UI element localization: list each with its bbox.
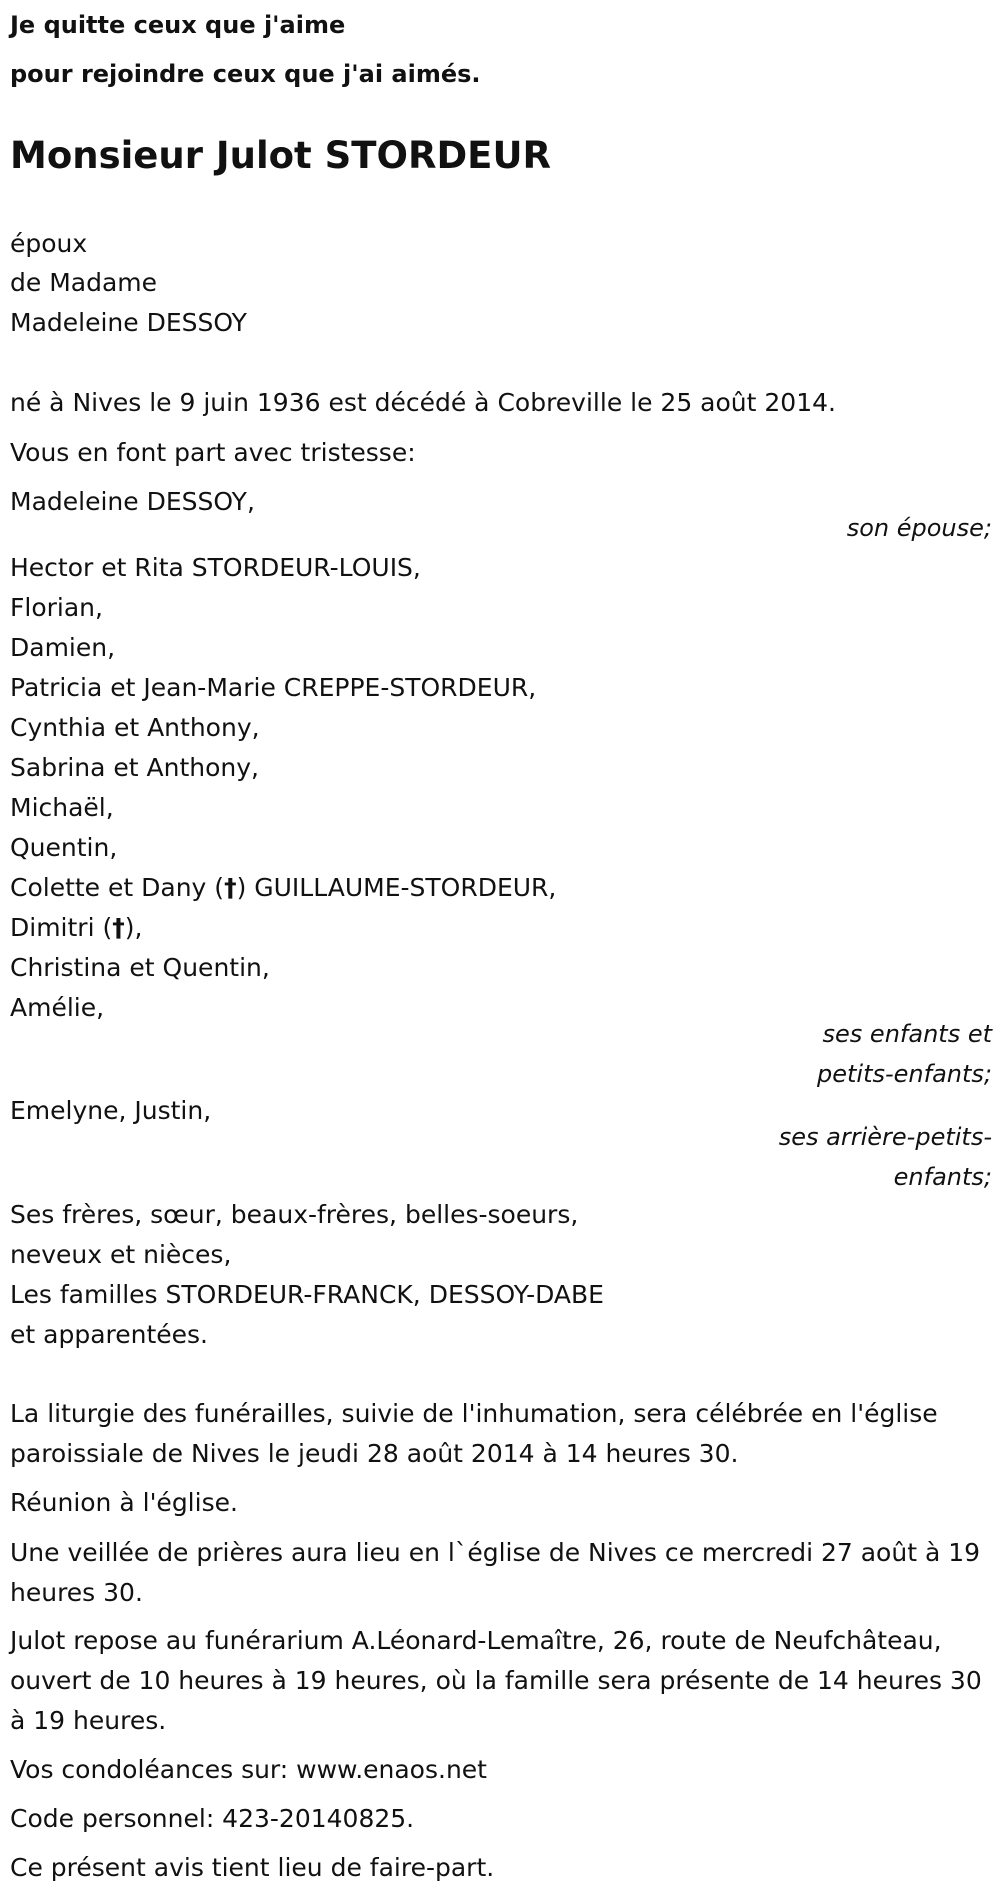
- family-line: Cynthia et Anthony,: [10, 713, 260, 742]
- meeting-paragraph: Réunion à l'église.: [10, 1488, 238, 1517]
- birth-death-line: né à Nives le 9 juin 1936 est décédé à Cobreville le 25 août 2014.: [10, 388, 836, 417]
- others-line: Ses frères, sœur, beaux-frères, belles-soeurs,: [10, 1200, 579, 1229]
- vigil-paragraph: Une veillée de prières aura lieu en l`église de Nives ce mercredi 27 août à 19 heures 30.: [10, 1538, 981, 1607]
- others-line: Les familles STORDEUR-FRANCK, DESSOY-DABE: [10, 1280, 604, 1309]
- liturgy-paragraph: La liturgie des funérailles, suivie de l'inhumation, sera célébrée en l'église paroissiale de Nives le jeudi 28 août 2014 à 14 heures 30.: [10, 1399, 938, 1468]
- family-text: Dimitri (: [10, 913, 113, 942]
- great-role-2: enfants;: [893, 1163, 992, 1191]
- family-line: Damien,: [10, 633, 116, 662]
- spouse-line-1: époux: [10, 229, 88, 258]
- cross-icon: †: [112, 913, 125, 942]
- family-line: Florian,: [10, 593, 103, 622]
- quote-line-2: pour rejoindre ceux que j'ai aimés.: [10, 60, 481, 88]
- announcement-line: Vous en font part avec tristesse:: [10, 438, 416, 467]
- great-role-1: ses arrière-petits-: [778, 1123, 992, 1151]
- funerarium-paragraph: Julot repose au funérarium A.Léonard-Lemaître, 26, route de Neufchâteau, ouvert de 10 heures à 19 heures, où la famille sera présente de 14 heures 30 à 19 heures.: [10, 1626, 982, 1735]
- family-line-colette: [10, 873, 556, 903]
- family-text: Colette et Dany (: [10, 873, 225, 902]
- children-role-1: ses enfants et: [822, 1020, 992, 1048]
- great-grandchildren: Emelyne, Justin,: [10, 1096, 212, 1125]
- family-line: Sabrina et Anthony,: [10, 753, 259, 782]
- children-role-2: petits-enfants;: [817, 1060, 992, 1088]
- spouse-line-3: Madeleine DESSOY: [10, 308, 247, 337]
- family-text: ),: [124, 913, 143, 942]
- others-line: et apparentées.: [10, 1320, 208, 1349]
- others-line: neveux et nièces,: [10, 1240, 232, 1269]
- family-line: Hector et Rita STORDEUR-LOUIS,: [10, 553, 421, 582]
- family-line: Michaël,: [10, 793, 114, 822]
- notice-line: Ce présent avis tient lieu de faire-part.: [10, 1853, 495, 1882]
- quote-line-1: Je quitte ceux que j'aime: [10, 11, 346, 39]
- spouse-role: son épouse;: [846, 514, 992, 542]
- spouse-entry: Madeleine DESSOY,: [10, 487, 255, 516]
- family-line: Quentin,: [10, 833, 118, 862]
- family-line: Amélie,: [10, 993, 105, 1022]
- deceased-name: Monsieur Julot STORDEUR: [10, 134, 551, 177]
- cross-icon: †: [224, 873, 237, 902]
- condolences-line: Vos condoléances sur: www.enaos.net: [10, 1755, 487, 1784]
- spouse-line-2: de Madame: [10, 268, 158, 297]
- family-line: Patricia et Jean-Marie CREPPE-STORDEUR,: [10, 673, 537, 702]
- family-text: ) GUILLAUME-STORDEUR,: [236, 873, 557, 902]
- family-line-dimitri: [10, 913, 142, 943]
- family-line: Christina et Quentin,: [10, 953, 270, 982]
- code-line: Code personnel: 423-20140825.: [10, 1804, 415, 1833]
